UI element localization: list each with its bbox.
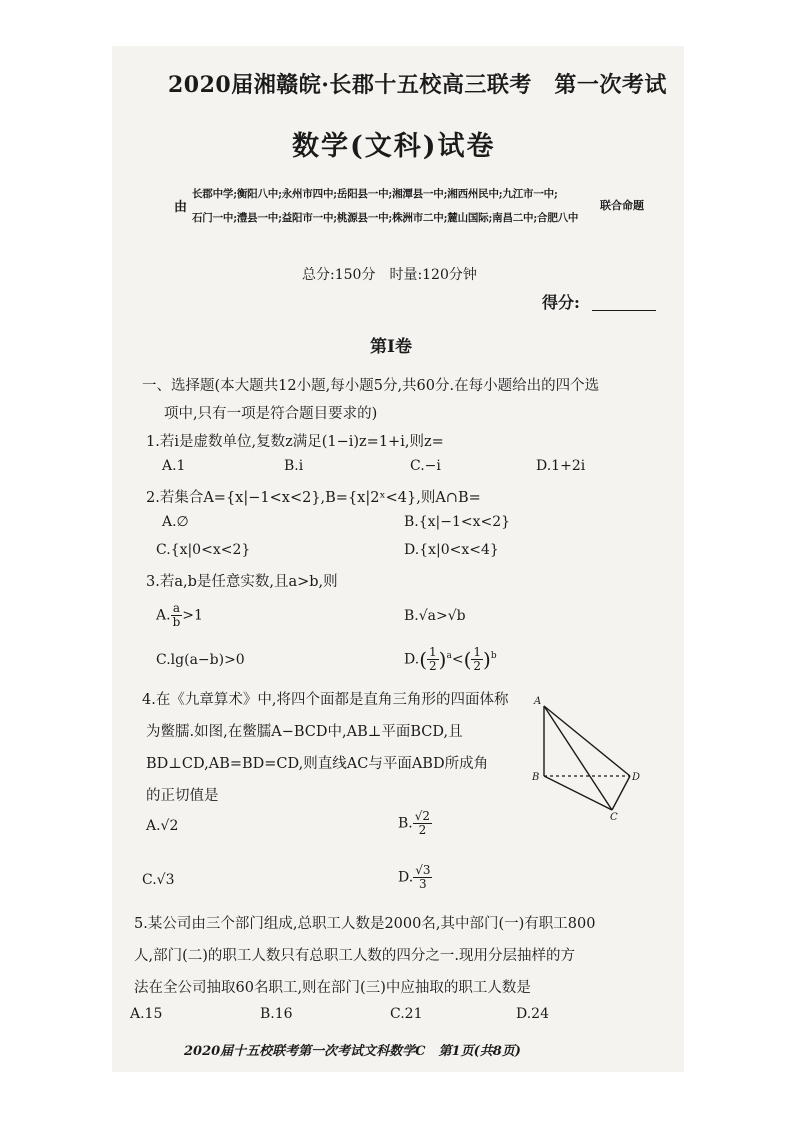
exam-title: 2020届湘赣皖·长郡十五校高三联考 第一次考试 xyxy=(168,72,667,98)
q5-option-d: D.24 xyxy=(516,1006,549,1022)
q4-d-fraction xyxy=(413,864,432,891)
q4-option-b xyxy=(398,810,432,837)
q3-option-c: C.lg(a−b)>0 xyxy=(156,652,245,668)
exam-page xyxy=(112,46,684,1072)
q1-option-d: D.1+2i xyxy=(536,458,586,474)
q3-d-denominator-2: 2 xyxy=(473,659,482,673)
q3-a-prefix: A. xyxy=(156,607,171,624)
q4-option-d xyxy=(398,864,432,891)
edge-cd xyxy=(612,776,630,810)
q3-d-paren-open-2: ( xyxy=(463,647,472,672)
q3-d-paren-close-2: ) xyxy=(483,647,491,672)
page-footer: 2020届十五校联考第一次考试文科数学C 第1页(共8页) xyxy=(184,1044,521,1059)
edge-ad xyxy=(544,706,630,776)
q3-d-numerator-1: 1 xyxy=(429,645,437,659)
q3-option-a xyxy=(156,602,203,629)
q3-d-numerator-2: 1 xyxy=(473,645,482,659)
q4-d-numerator: √3 xyxy=(415,863,431,877)
volume-title: 第Ⅰ卷 xyxy=(370,337,412,357)
section-instructions-1: 一、选择题(本大题共12小题,每小题5分,共60分.在每小题给出的四个选 xyxy=(142,378,600,394)
q3-d-exponent-2: b xyxy=(490,650,497,661)
q4-b-denominator: 2 xyxy=(418,823,427,837)
schools-line-1: 长郡中学;衡阳八中;永州市四中;岳阳县一中;湘潭县一中;湘西州民中;九江市一中; xyxy=(192,188,558,200)
q4-line-3: BD⊥CD,AB=BD=CD,则直线AC与平面ABD所成角 xyxy=(146,756,489,772)
q4-line-1: 4.在《九章算术》中,将四个面都是直角三角形的四面体称 xyxy=(142,692,509,708)
q5-line-2: 人,部门(二)的职工人数只有总职工人数的四分之一.现用分层抽样的方 xyxy=(134,948,576,964)
q3-d-prefix: D. xyxy=(404,651,420,668)
q2-option-c: C.{x|0<x<2} xyxy=(156,542,251,558)
q3-d-denominator-1: 2 xyxy=(429,659,437,673)
q4-d-prefix: D. xyxy=(398,869,414,886)
q3-a-fraction xyxy=(171,602,183,629)
exam-subtitle: 数学(文科)试卷 xyxy=(292,131,496,162)
q3-d-paren-close-1: ) xyxy=(438,647,447,672)
q1-stem: 1.若i是虚数单位,复数z满足(1−i)z=1+i,则z= xyxy=(146,434,444,450)
q4-b-fraction xyxy=(413,810,432,837)
edge-ac xyxy=(544,706,612,810)
q4-line-4: 的正切值是 xyxy=(146,788,219,804)
q5-option-a: A.15 xyxy=(130,1006,163,1022)
q4-d-denominator: 3 xyxy=(419,877,427,891)
q5-line-3: 法在全公司抽取60名职工,则在部门(三)中应抽取的职工人数是 xyxy=(134,980,531,996)
joint-label: 联合命题 xyxy=(600,199,644,212)
q3-d-fraction-2 xyxy=(471,646,483,673)
tetrahedron-figure xyxy=(532,692,642,822)
q4-option-a: A.√2 xyxy=(146,818,179,834)
q4-b-prefix: B. xyxy=(398,815,413,832)
q3-d-exponent-1: a xyxy=(446,650,452,661)
q2-option-d: D.{x|0<x<4} xyxy=(404,542,499,558)
q3-d-paren-open-1: ( xyxy=(419,647,427,672)
q3-a-denominator: b xyxy=(172,615,181,629)
score-blank xyxy=(592,310,656,311)
q2-option-a: A.∅ xyxy=(162,514,189,530)
q5-option-b: B.16 xyxy=(260,1006,293,1022)
vertex-d-label: D xyxy=(632,772,641,783)
edge-bc xyxy=(544,776,612,810)
q3-a-suffix: >1 xyxy=(182,607,203,624)
q3-option-d xyxy=(404,646,497,673)
q3-a-numerator: a xyxy=(171,602,183,616)
section-instructions-2: 项中,只有一项是符合题目要求的) xyxy=(164,406,378,422)
q3-d-less-than: < xyxy=(451,651,464,668)
vertex-c-label: C xyxy=(610,812,618,822)
q2-option-b: B.{x|−1<x<2} xyxy=(404,514,511,530)
vertex-b-label: B xyxy=(532,772,540,783)
q1-option-a: A.1 xyxy=(162,458,186,474)
q3-option-b: B.√a>√b xyxy=(404,608,466,624)
exam-meta: 总分:150分 时量:120分钟 xyxy=(302,267,477,283)
q5-line-1: 5.某公司由三个部门组成,总职工人数是2000名,其中部门(一)有职工800 xyxy=(134,916,596,932)
q4-b-numerator: √2 xyxy=(414,809,431,823)
q1-option-b: B.i xyxy=(284,458,304,474)
q5-option-c: C.21 xyxy=(390,1006,423,1022)
q2-stem: 2.若集合A={x|−1<x<2},B={x|2ˣ<4},则A∩B= xyxy=(146,490,481,506)
q3-d-fraction-1 xyxy=(427,646,439,673)
q4-option-c: C.√3 xyxy=(142,872,175,888)
you-label: 由 xyxy=(174,200,188,215)
q3-stem: 3.若a,b是任意实数,且a>b,则 xyxy=(146,574,338,590)
q4-line-2: 为鳖臑.如图,在鳖臑A−BCD中,AB⊥平面BCD,且 xyxy=(146,724,463,740)
vertex-a-label: A xyxy=(534,696,542,707)
score-label: 得分: xyxy=(542,293,580,312)
schools-line-2: 石门一中;澧县一中;益阳市一中;桃源县一中;株洲市二中;麓山国际;南昌二中;合肥八中 xyxy=(192,212,579,224)
q1-option-c: C.−i xyxy=(410,458,441,474)
